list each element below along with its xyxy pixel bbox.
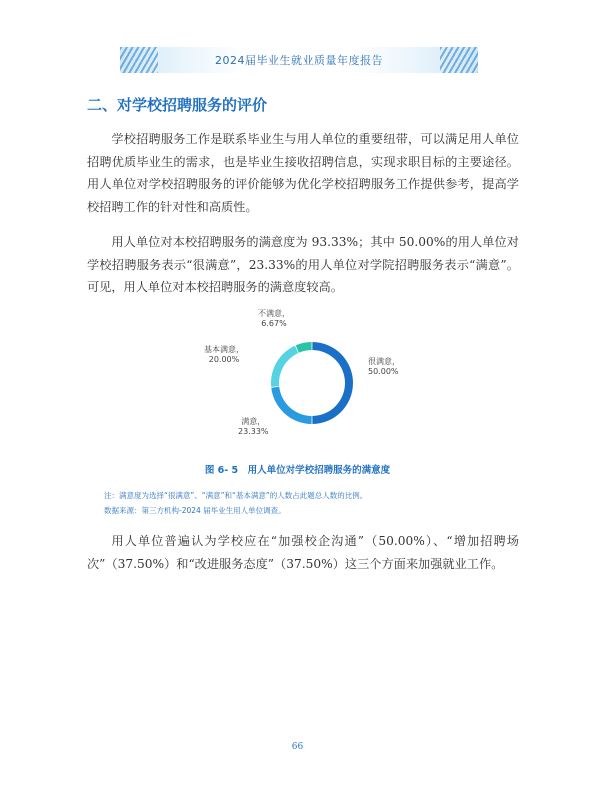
slice-label-name: 满意， — [241, 417, 266, 426]
slice-label-name: 不满意， — [258, 309, 290, 318]
slice-label-value: 20.00% — [208, 355, 240, 364]
slice-label-3 — [204, 345, 244, 365]
header-banner — [120, 47, 478, 73]
paragraph-suggestions: 用人单位普遍认为学校应在“加强校企沟通”（50.00%）、“增加招聘场次”（37.50%）和“改进服务态度”（37.50%）这三个方面来加强就业工作。 — [87, 534, 519, 571]
section-heading: 二、对学校招聘服务的评价 — [87, 96, 268, 114]
figure-caption: 图 6- 5 用人单位对学校招聘服务的满意度 — [204, 465, 391, 476]
slice-label-4 — [258, 309, 290, 329]
satisfaction-donut-chart — [200, 305, 420, 455]
report-title: 2024届毕业生就业质量年度报告 — [215, 54, 383, 67]
donut-slice-4 — [296, 342, 312, 353]
slice-label-name: 基本满意， — [204, 345, 244, 354]
page-number: 66 — [291, 742, 304, 752]
data-source-note: 数据来源：第三方机构-2024 届毕业生用人单位调查。 — [104, 506, 286, 515]
paragraph-satisfaction: 用人单位对本校招聘服务的满意度为 93.33%；其中 50.00%的用人单位对学校招聘服务表示“很满意”，23.33%的用人单位对学院招聘服务表示“满意”。可见，用人单位对本校招聘服务的满意度较高。 — [87, 235, 519, 294]
chart-note: 注：满意度为选择“很满意”、“满意”和“基本满意”的人数占此题总人数的比例。 — [104, 491, 368, 500]
slice-label-2 — [238, 417, 269, 437]
donut-slice-3 — [271, 346, 298, 387]
donut-slice-2 — [271, 387, 311, 424]
slice-label-value: 6.67% — [261, 319, 287, 328]
slice-label-value: 50.00% — [368, 367, 399, 376]
slice-label-name: 很满意， — [368, 357, 400, 366]
donut-svg — [200, 305, 420, 455]
slice-label-1 — [368, 357, 400, 377]
slice-label-value: 23.33% — [238, 427, 269, 436]
donut-slice-1 — [312, 342, 353, 424]
paragraph-intro: 学校招聘服务工作是联系毕业生与用人单位的重要纽带，可以满足用人单位招聘优质毕业生的需求，也是毕业生接收招聘信息，实现求职目标的主要途径。用人单位对学校招聘服务的评价能够为优化学校招聘服务工作提供参考，提高学校招聘工作的针对性和高质性。 — [87, 132, 519, 214]
